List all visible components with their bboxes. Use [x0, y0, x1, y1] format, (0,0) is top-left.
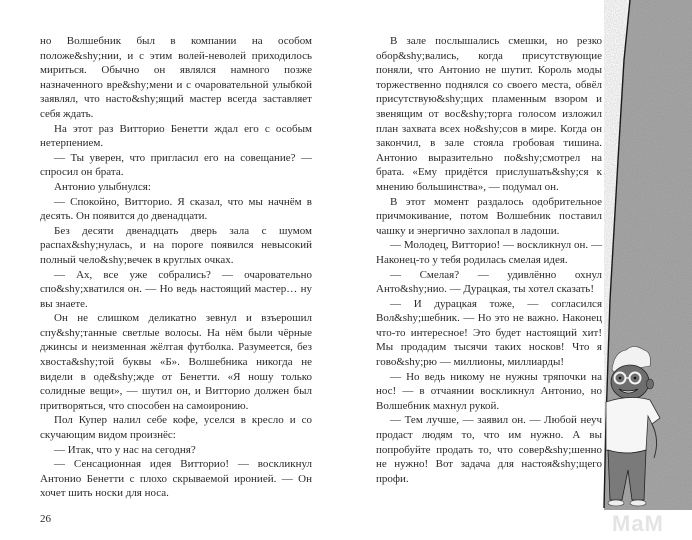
page-number: 26 [40, 513, 51, 525]
paragraph: Пол Купер налил себе кофе, уселся в кресло и со скучающим видом произнёс: [40, 414, 312, 442]
paragraph: — Но ведь никому не нужны тряпочки на нос! — в отчаянии воскликнул Антонио, но Волшебник махнул рукой. [376, 370, 602, 412]
paragraph: — Сенсационная идея Витторио! — воскликнул Антонио Бенетти с плохо скрываемой иронией. — Он хочет шить носки для носа. [40, 458, 312, 500]
paragraph: Он не слишком деликатно зевнул и взъерошил спу&shy;танные светлые волосы. На нём были чёрные джинсы и неизменная жёлтая футболка. Разумеется, без хвоста&shy;той буквы «Б». Волшебника никогда не видели в оде&shy;жде от Бенетти. «Я ношу только солидные вещи», — шутил он, и Витторио должен был притворяться, что способен на самоиронию. [40, 312, 312, 412]
paragraph: — Молодец, Витторио! — воскликнул он. — Наконец-то у тебя родилась смелая идея. [376, 239, 602, 266]
boy-eye-left [619, 377, 622, 380]
paragraph: — Ты уверен, что пригласил его на совещание? — спросил он брата. [40, 151, 312, 179]
paragraph: В этот момент раздалось одобрительное причмокивание, потом Волшебник поставил чашку и энергично захлопал в ладоши. [376, 195, 602, 237]
paragraph: но Волшебник был в компании на особом положе&shy;нии, и с этим волей-неволей приходилось мириться. Обычно он являлся намного позже назначенного вре&shy;мени и с очаровательной улыбкой заявлял, что насто&shy;ящий мастер всегда заставляет себя ждать. [40, 35, 312, 120]
paragraph: Антонио улыбнулся: [54, 180, 151, 193]
boy-ear [647, 379, 654, 389]
paragraph: Без десяти двенадцать дверь зала с шумом распах&shy;нулась, и на пороге появился невысокий полный чело&shy;вечек в круглых очках. [40, 224, 312, 266]
right-page-text [376, 34, 602, 486]
boy-shoe-right [630, 500, 646, 506]
paragraph: — Итак, что у нас на сегодня? [54, 443, 196, 456]
paragraph: — Смелая? — удивлённо охнул Анто&shy;нио. — Дурацкая, ты хотел сказать! [376, 268, 602, 296]
paragraph: — Спокойно, Витторио. Я сказал, что мы начнём в десять. Он появится до двенадцати. [40, 195, 312, 223]
paragraph: В зале послышались смешки, но резко обор&shy;вались, когда присутствующие поняли, что Антонио не шутит. Король моды торжественно поднялся со своего места, обвёл присутствую&shy;щих пламенным взором и звенящим от вос&shy;торга голосом изложил план захвата всех но&shy;сов в мире. Когда он закончил, в зале стояла гробовая тишина. Антонио выразительно по&shy;смотрел на брата. «Ему придётся прислушать&shy;ся к мнению большинства», — подумал он. [376, 35, 602, 193]
left-page-text [40, 34, 312, 501]
watermark-logo: MaM [612, 511, 664, 536]
paragraph: — Ах, все уже собрались? — очаровательно спо&shy;хватился он. — Но ведь настоящий мастер… ну вы знаете. [40, 268, 312, 310]
boy-eye-right [634, 377, 637, 380]
boy-shoe-left [608, 500, 624, 506]
paragraph: — И дурацкая тоже, — согласился Вол&shy;шебник. — Но это не важно. Наконец что-то интересное! Это будет настоящий хит! Мы продадим тысячи таких носков! Что я гово&shy;рю — миллионы, миллиарды! [376, 297, 602, 369]
illustration-boy-peeking [600, 0, 692, 540]
paragraph: На этот раз Витторио Бенетти ждал его с особым нетерпением. [40, 122, 312, 150]
paragraph: — Тем лучше, — заявил он. — Любой неуч продаст людям то, что им нужно. А вы попробуйте продать то, что совер&shy;шенно не нужно! Вот задача для настоя&shy;щего профи. [376, 414, 602, 485]
